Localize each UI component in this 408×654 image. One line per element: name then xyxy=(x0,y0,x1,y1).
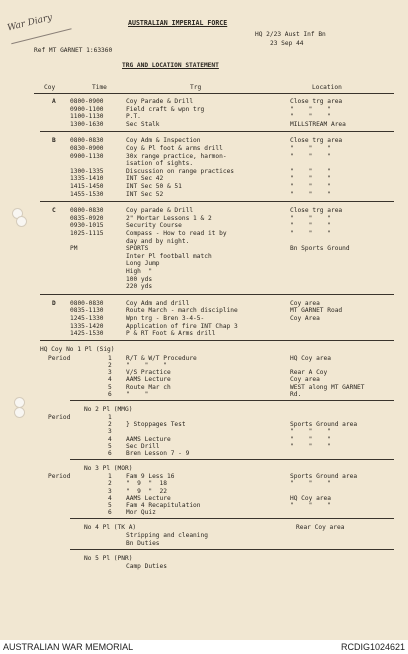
time-cell: 0830-0900 xyxy=(70,145,104,152)
training-cell: INT Sec 52 xyxy=(126,190,164,198)
footer-id: RCDIG1024621 xyxy=(340,642,405,652)
training-cell: Bren Lesson 7 - 9 xyxy=(126,450,190,457)
training-cell: Wpn trg - Bren 3-4-5- xyxy=(126,315,205,322)
training-cell: Route March - march discipline xyxy=(126,307,238,315)
punch-hole xyxy=(14,407,25,418)
training-cell: Stripping and cleaning xyxy=(126,532,208,540)
period-number: 6 xyxy=(108,509,112,517)
platoon-heading: No 4 Pl (TK A) xyxy=(84,524,137,532)
footer-source: AUSTRALIAN WAR MEMORIAL xyxy=(3,642,134,652)
time-cell: 1025-1115 xyxy=(70,230,104,237)
training-cell: Sec Stalk xyxy=(126,120,160,128)
location-cell: HQ Coy area xyxy=(290,354,331,362)
training-cell: P & RT Foot & Arms drill xyxy=(126,330,216,338)
location-cell: Coy area xyxy=(290,376,320,384)
training-cell: " " " xyxy=(126,362,167,369)
training-cell: day and by night. xyxy=(126,237,190,245)
footer-bar xyxy=(0,640,408,654)
location-cell: Close trg area xyxy=(290,137,343,145)
training-cell: Fam 9 Less 16 xyxy=(126,473,175,481)
time-cell: 1245-1330 xyxy=(70,315,104,322)
header-rule xyxy=(34,93,394,94)
hq-line: HQ 2/23 Aust Inf Bn xyxy=(255,31,326,38)
location-cell: MILLSTREAM Area xyxy=(290,120,346,128)
training-cell: INT Sec 42 xyxy=(126,175,164,183)
location-cell: Coy area xyxy=(290,299,320,307)
platoon-heading: No 3 Pl (MOR) xyxy=(84,465,133,473)
platoon-separator xyxy=(70,518,394,519)
training-cell: High " xyxy=(126,268,153,275)
coy-separator xyxy=(40,201,394,202)
location-cell: WEST along MT GARNET xyxy=(290,383,365,391)
training-cell: Route Mar ch xyxy=(126,383,171,391)
col-coy: Coy xyxy=(44,84,56,91)
handwritten-note: War Diary xyxy=(6,9,71,44)
location-cell: Close trg area xyxy=(290,207,343,215)
period-label: Period xyxy=(48,354,71,362)
period-number: 2 xyxy=(108,421,112,429)
location-cell: " " " xyxy=(290,183,331,190)
time-cell: 0900-1130 xyxy=(70,152,104,160)
period-number: 6 xyxy=(108,450,112,457)
location-cell: Rear A Coy xyxy=(290,369,328,377)
training-cell: Mor Quiz xyxy=(126,509,156,517)
time-cell: 1100-1130 xyxy=(70,113,104,121)
training-cell: " " xyxy=(126,390,149,398)
time-cell: 1455-1530 xyxy=(70,190,104,198)
training-cell: INT Sec 50 & 51 xyxy=(126,183,182,190)
training-cell: 220 yds xyxy=(126,283,153,291)
time-cell: 1335-1420 xyxy=(70,322,104,330)
hq-coy-heading: HQ Coy No 1 Pl (Sig) xyxy=(40,345,115,353)
period-number: 3 xyxy=(108,369,112,377)
training-cell: 2" Mortar Lessons 1 & 2 xyxy=(126,214,212,222)
training-cell: R/T & W/T Procedure xyxy=(126,354,197,362)
location-cell: Sports Ground area xyxy=(290,473,358,481)
location-cell: Bn Sports Ground xyxy=(290,245,350,253)
training-cell: Fam 4 Recapitulation xyxy=(126,502,201,509)
col-location: Location xyxy=(312,84,342,91)
coy-separator xyxy=(40,294,394,295)
location-cell: " " " xyxy=(290,480,331,488)
training-cell: Camp Duties xyxy=(126,562,167,570)
time-cell: 0800-0900 xyxy=(70,98,104,105)
training-cell: Application of fire INT Chap 3 xyxy=(126,322,238,330)
training-cell: 100 yds xyxy=(126,275,153,283)
period-number: 5 xyxy=(108,383,112,391)
platoon-separator xyxy=(70,459,394,460)
location-cell: " " " xyxy=(290,167,331,175)
period-number: 4 xyxy=(108,494,112,502)
training-cell: Bn Duties xyxy=(126,539,160,547)
location-cell: MT GARNET Road xyxy=(290,307,343,315)
time-cell: 0800-0830 xyxy=(70,137,104,145)
time-cell: 1425-1530 xyxy=(70,330,104,338)
time-cell: 0900-1100 xyxy=(70,105,104,113)
training-cell: Long Jump xyxy=(126,260,160,268)
period-number: 1 xyxy=(108,354,112,362)
training-cell: V/S Practice xyxy=(126,369,171,377)
period-number: 1 xyxy=(108,473,112,481)
coy-separator xyxy=(40,340,394,341)
location-cell: HQ Coy area xyxy=(290,494,331,502)
period-number: 2 xyxy=(108,480,112,488)
location-cell: " " " xyxy=(290,190,331,198)
training-cell: Coy Parade & Drill xyxy=(126,98,194,105)
training-cell: Sec Drill xyxy=(126,442,160,450)
punch-hole xyxy=(16,216,27,227)
time-cell: 0930-1015 xyxy=(70,222,104,230)
training-cell: Coy Adm & Inspection xyxy=(126,137,201,145)
period-number: 2 xyxy=(108,362,112,369)
platoon-heading: No 2 Pl (MMG) xyxy=(84,406,133,413)
training-cell: Discussion on range practices xyxy=(126,167,235,175)
time-cell: PM xyxy=(70,245,78,253)
location-cell: Rear Coy area xyxy=(296,524,345,532)
training-cell: Coy Adm and drill xyxy=(126,299,190,307)
location-cell: " " " xyxy=(290,152,331,160)
training-cell: " 9 " 22 xyxy=(126,487,167,495)
location-cell: " " " xyxy=(290,428,331,436)
statement-title: TRG AND LOCATION STATEMENT xyxy=(122,62,219,69)
location-cell: Close trg area xyxy=(290,98,343,105)
training-cell: AAMS Lecture xyxy=(126,435,171,443)
map-reference: Ref MT GARNET 1:63360 xyxy=(34,47,113,54)
document-title: AUSTRALIAN IMPERIAL FORCE xyxy=(128,19,228,27)
coy-letter: C xyxy=(52,207,56,215)
time-cell: 0800-0830 xyxy=(70,299,104,307)
location-cell: " " " xyxy=(290,105,331,113)
time-cell: 1300-1630 xyxy=(70,120,104,128)
platoon-separator xyxy=(70,549,394,550)
time-cell: 1415-1450 xyxy=(70,183,104,190)
time-cell: 0835-0920 xyxy=(70,214,104,222)
location-cell: " " " xyxy=(290,442,331,450)
coy-separator xyxy=(40,131,394,132)
coy-letter: A xyxy=(52,98,56,105)
time-cell: 1300-1335 xyxy=(70,167,104,175)
location-cell: " " " xyxy=(290,435,331,443)
period-number: 3 xyxy=(108,487,112,495)
period-number: 4 xyxy=(108,435,112,443)
col-trg: Trg xyxy=(190,84,202,91)
location-cell: " " " xyxy=(290,214,331,222)
training-cell: isation of sights. xyxy=(126,160,194,168)
platoon-heading: No 5 Pl (PNR) xyxy=(84,554,133,562)
time-cell: 1335-1410 xyxy=(70,175,104,183)
period-number: 6 xyxy=(108,390,112,398)
platoon-separator xyxy=(70,400,394,401)
period-number: 5 xyxy=(108,442,112,450)
training-cell: } Stoppages Test xyxy=(126,421,186,429)
location-cell: " " " xyxy=(290,502,331,509)
coy-letter: D xyxy=(52,299,56,307)
location-cell: " " " xyxy=(290,145,331,152)
col-time: Time xyxy=(92,84,107,91)
training-cell: Compass - How to read it by xyxy=(126,230,227,237)
training-cell: Security Course xyxy=(126,222,182,230)
training-cell: Coy parade & Drill xyxy=(126,207,194,215)
period-label: Period xyxy=(48,473,71,481)
location-cell: Coy Area xyxy=(290,315,320,322)
period-label: Period xyxy=(48,414,71,421)
training-cell: P.T. xyxy=(126,113,141,121)
training-cell: Field craft & wpn trg xyxy=(126,105,205,113)
training-cell: SPORTS xyxy=(126,245,149,253)
coy-letter: B xyxy=(52,137,56,145)
time-cell: 0800-0830 xyxy=(70,207,104,215)
location-cell: " " " xyxy=(290,113,331,121)
location-cell: " " " xyxy=(290,175,331,183)
training-cell: " 9 " 18 xyxy=(126,480,167,488)
training-cell: AAMS Lecture xyxy=(126,376,171,384)
training-cell: Inter Pl football match xyxy=(126,252,212,260)
location-cell: " " " xyxy=(290,222,331,230)
period-number: 4 xyxy=(108,376,112,384)
period-number: 1 xyxy=(108,414,112,421)
location-cell: Rd. xyxy=(290,390,302,398)
training-cell: AAMS Lecture xyxy=(126,494,171,502)
location-cell: Sports Ground area xyxy=(290,421,358,429)
training-cell: Coy & Pl foot & arms drill xyxy=(126,145,223,152)
date-line: 23 Sep 44 xyxy=(270,40,304,47)
location-cell: " " " xyxy=(290,230,331,237)
period-number: 5 xyxy=(108,502,112,509)
training-cell: 30x range practice, harmon- xyxy=(126,152,227,160)
time-cell: 0835-1130 xyxy=(70,307,104,315)
period-number: 3 xyxy=(108,428,112,436)
